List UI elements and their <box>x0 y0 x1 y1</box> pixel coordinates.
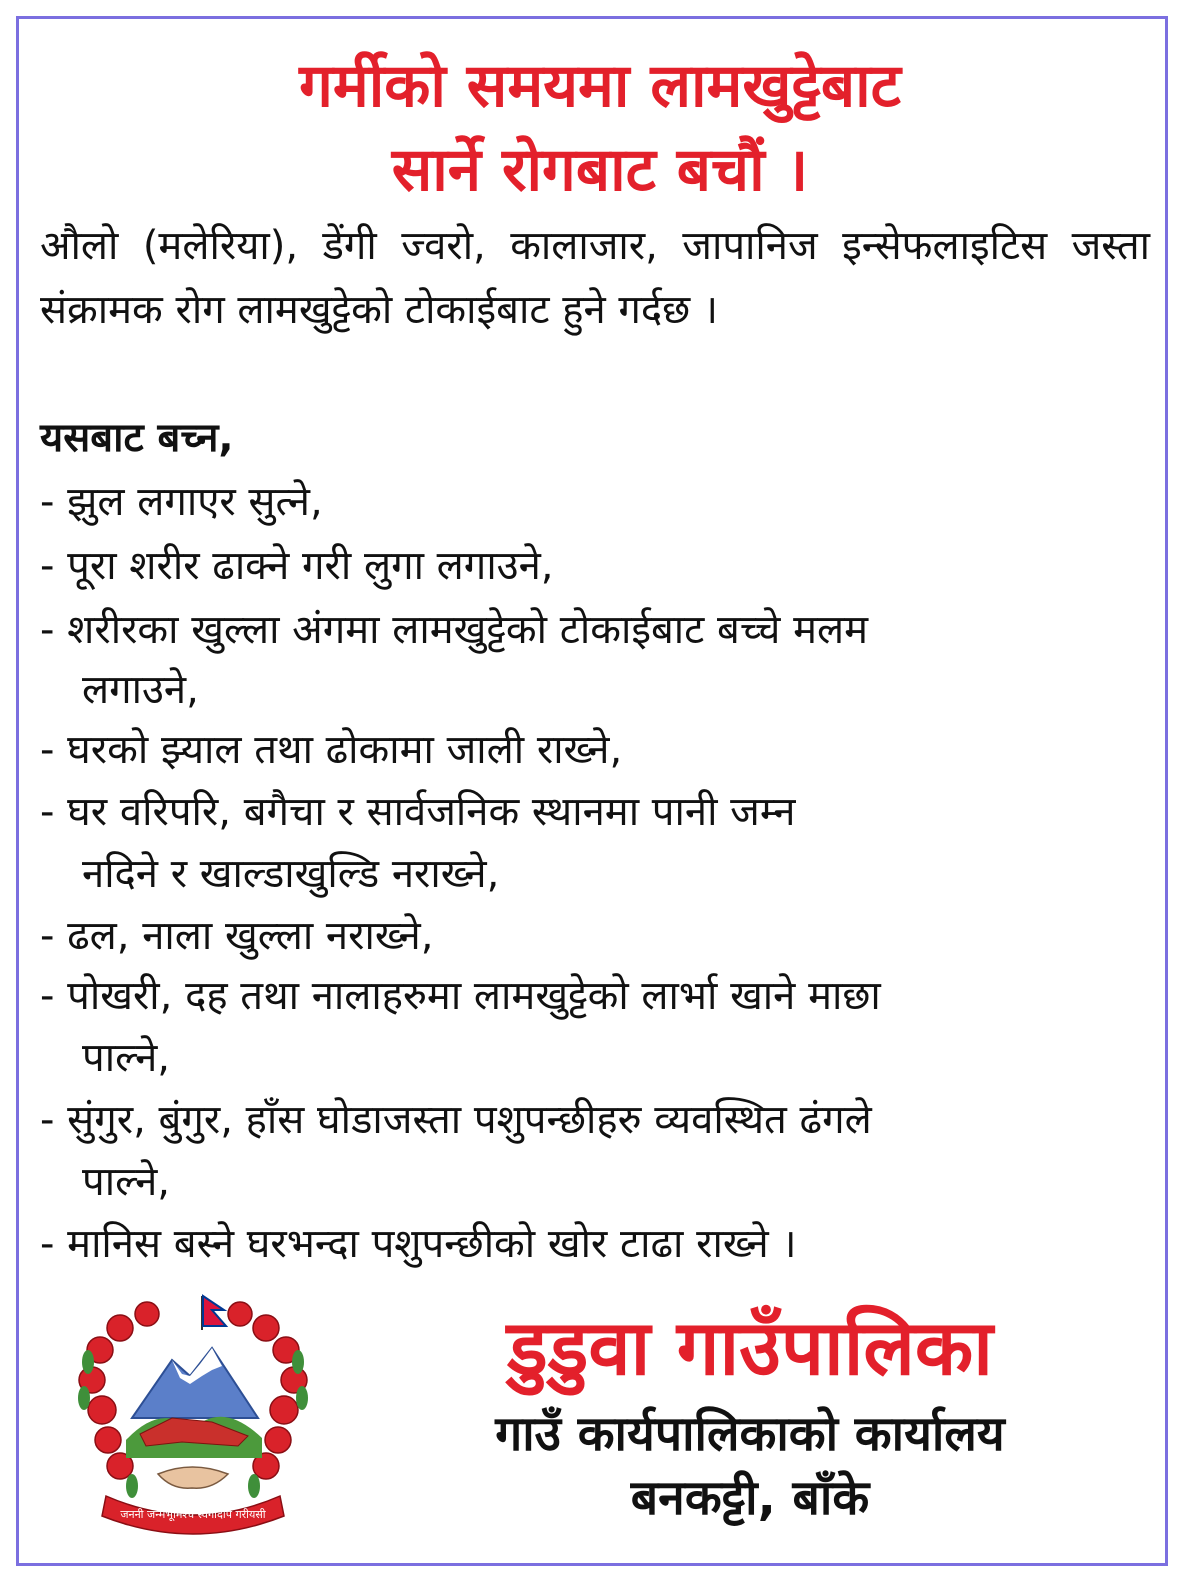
intro-paragraph: औलो (मलेरिया), डेंगी ज्वरो, कालाजार, जापानिज इन्सेफलाइटिस जस्ता संक्रामक रोग लामखुट्टेको टोकाईबाट हुने गर्दछ । <box>40 223 1150 333</box>
emblem-motto: जननी जन्मभूमिश्च स्वर्गादपि गरीयसी <box>120 1508 266 1521</box>
list-item: - सुंगुर, बुंगुर, हाँस घोडाजस्ता पशुपन्छीहरु व्यवस्थित ढंगले <box>40 1097 872 1143</box>
list-item-continuation: नदिने र खाल्डाखुल्डि नराख्ने, <box>82 851 500 897</box>
list-item: - मानिस बस्ने घरभन्दा पशुपन्छीको खोर टाढा राख्ने । <box>40 1221 797 1267</box>
office-line-1: गाउँ कार्यपालिकाको कार्यालय <box>495 1406 1005 1462</box>
list-item-continuation: लगाउने, <box>82 667 199 713</box>
list-item-continuation: पाल्ने, <box>82 1035 170 1081</box>
list-item: - पूरा शरीर ढाक्ने गरी लुगा लगाउने, <box>40 543 554 589</box>
list-item: - शरीरका खुल्ला अंगमा लामखुट्टेको टोकाईबाट बच्चे मलम <box>40 607 869 653</box>
office-line-2: बनकट्टी, बाँके <box>630 1470 870 1526</box>
list-item: - घर वरिपरि, बगैचा र सार्वजनिक स्थानमा पानी जम्न <box>40 789 796 835</box>
list-item: - ढल, नाला खुल्ला नराख्ने, <box>40 913 434 959</box>
poster-title-line-2: सार्ने रोगबाट बचौं । <box>391 135 809 205</box>
office-name: डुडुवा गाउँपालिका <box>507 1303 993 1392</box>
poster-title-line-1: गर्मीको समयमा लामखुट्टेबाट <box>299 51 901 121</box>
list-heading: यसबाट बच्न, <box>40 415 234 461</box>
list-item: - घरको झ्याल तथा ढोकामा जाली राख्ने, <box>40 727 623 773</box>
list-item: - पोखरी, दह तथा नालाहरुमा लामखुट्टेको लार्भा खाने माछा <box>40 973 881 1019</box>
list-item-continuation: पाल्ने, <box>82 1159 170 1205</box>
list-item: - झुल लगाएर सुत्ने, <box>40 479 323 525</box>
nepal-emblem-icon <box>62 1290 324 1540</box>
